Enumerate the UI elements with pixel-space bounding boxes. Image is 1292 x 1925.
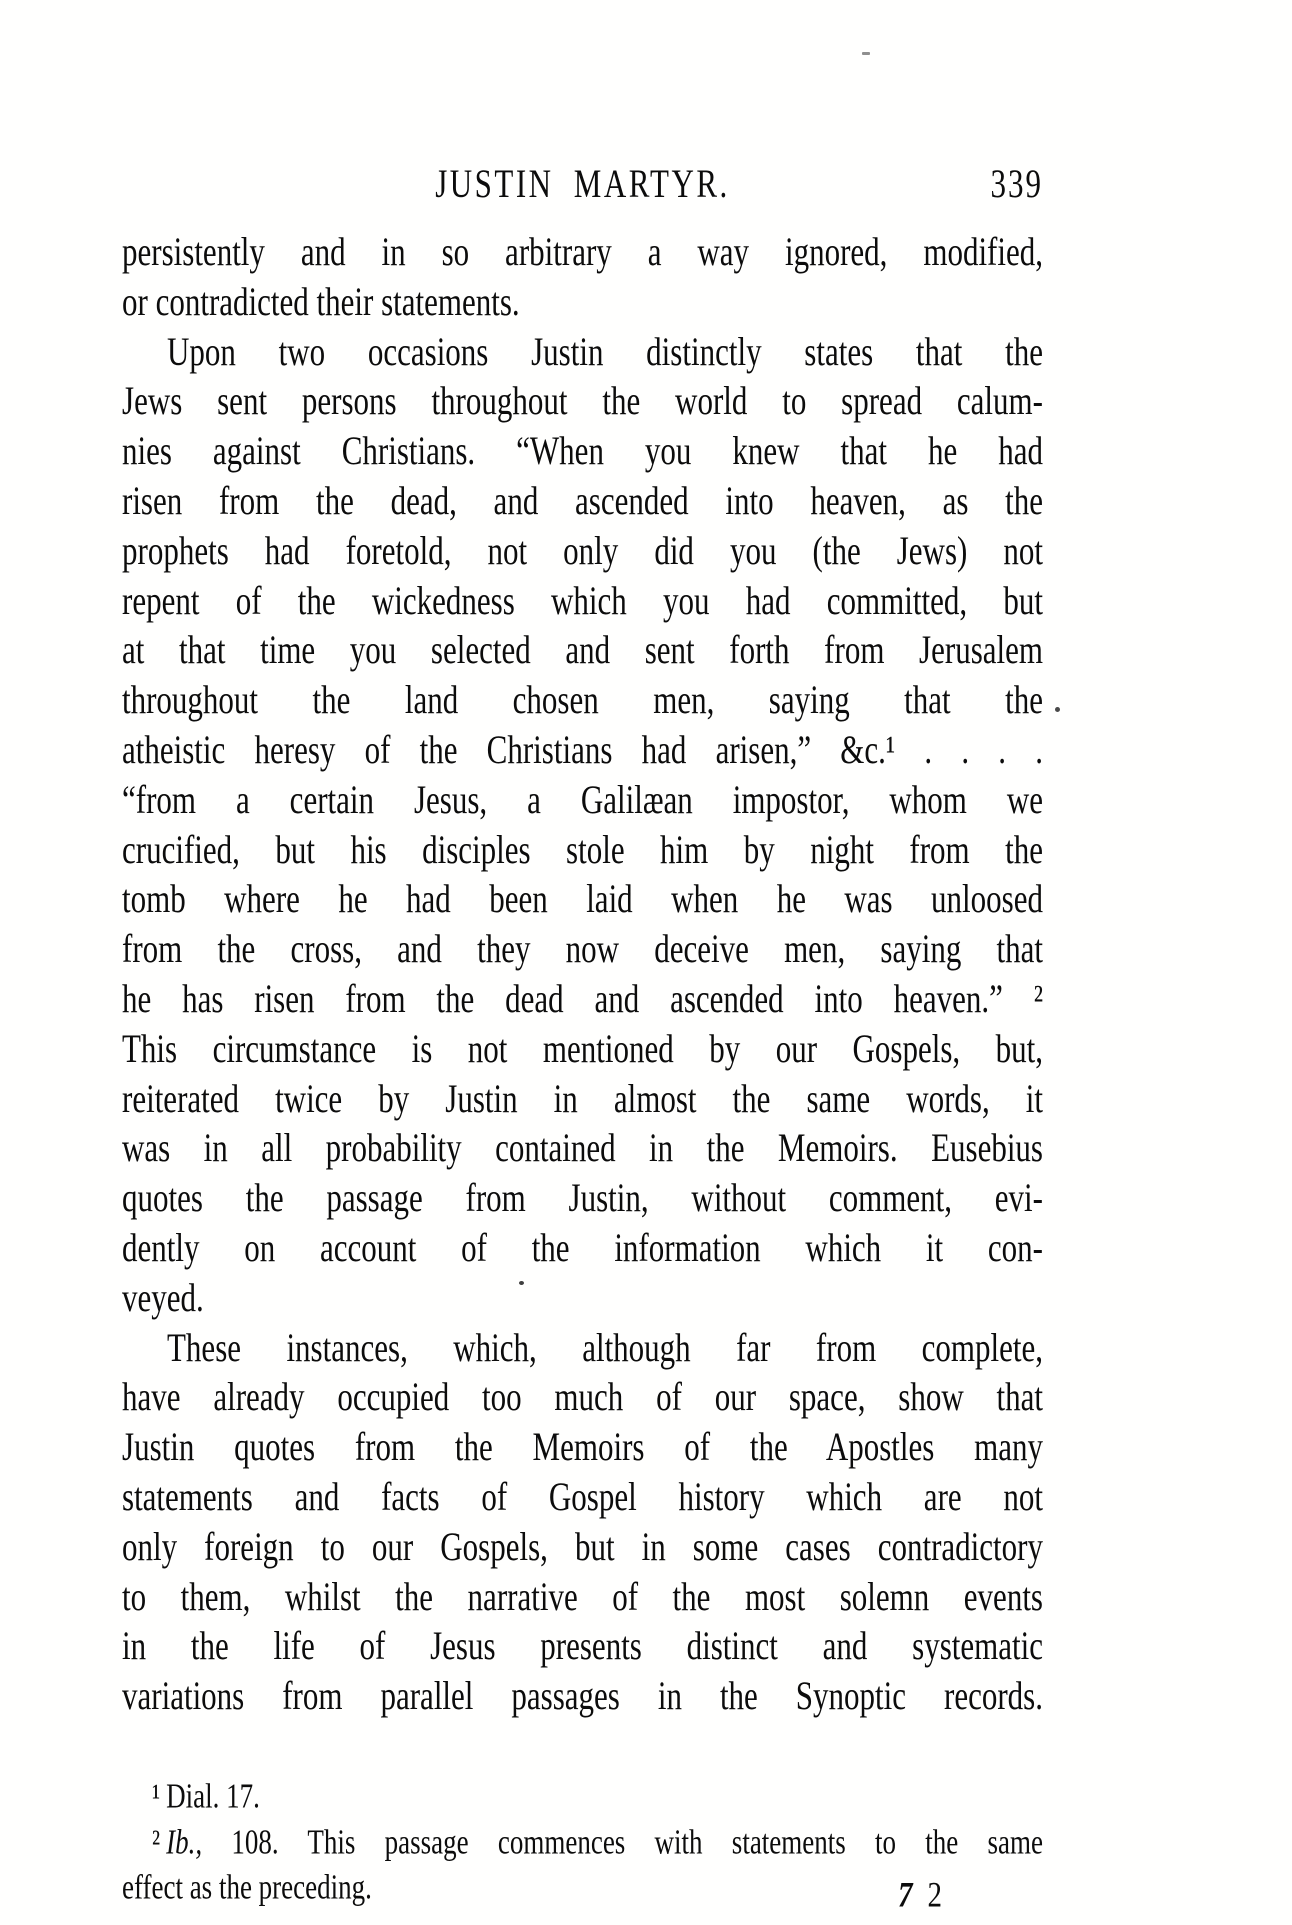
body-line: variations from parallel passages in the Synoptic records.: [122, 1673, 1043, 1718]
footnote-2-source: Ib.,: [166, 1822, 203, 1861]
body-line: to them, whilst the narrative of the most solemn events: [122, 1573, 1043, 1619]
body-line: veyed.: [122, 1274, 204, 1320]
footnote-1-marker: ¹: [152, 1776, 167, 1815]
body-line: “from a certain Jesus, a Galilæan impostor, whom we: [122, 776, 1043, 822]
body-line: only foreign to our Gospels, but in some cases contradictory: [122, 1523, 1043, 1569]
body-line: Justin quotes from the Memoirs of the Apostles many: [122, 1424, 1043, 1469]
body-line: These instances, which, although far from complete,: [167, 1324, 1043, 1370]
body-line: crucified, but his disciples stole him by night from the: [122, 826, 1043, 872]
body-line: repent of the wickedness which you had committed, but: [122, 577, 1043, 623]
body-line: prophets had foretold, not only did you (the Jews) not: [122, 527, 1043, 573]
body-line: tomb where he had been laid when he was unloosed: [122, 876, 1043, 922]
body-line: or contradicted their statements.: [122, 278, 520, 324]
body-line: he has risen from the dead and ascended into heaven.” ²: [122, 975, 1043, 1021]
printer-signature-left: 7: [898, 1875, 913, 1915]
body-line: dently on account of the information which it con-: [122, 1224, 1043, 1270]
body-line: have already occupied too much of our space, show that: [122, 1374, 1043, 1420]
footnote-2-marker: ²: [152, 1822, 167, 1861]
footnote-1-text: Dial. 17.: [166, 1776, 260, 1815]
body-line: atheistic heresy of the Christians had arisen,” &c.¹ . . . .: [122, 726, 1043, 772]
body-line: Jews sent persons throughout the world to spread calum-: [122, 378, 1043, 424]
body-line: throughout the land chosen men, saying that the: [122, 677, 1043, 722]
printer-signature: [898, 1874, 942, 1917]
running-header-title: JUSTIN MARTYR.: [435, 160, 730, 206]
body-line: Upon two occasions Justin distinctly states that the: [167, 328, 1043, 374]
scan-artifact-dot: [1055, 707, 1060, 712]
body-line: from the cross, and they now deceive men, saying that: [122, 926, 1043, 971]
body-line: reiterated twice by Justin in almost the same words, it: [122, 1075, 1043, 1121]
footnote-2-continuation: effect as the preceding.: [122, 1867, 372, 1906]
body-line: quotes the passage from Justin, without comment, evi-: [122, 1175, 1043, 1220]
body-line: in the life of Jesus presents distinct and systematic: [122, 1623, 1043, 1669]
page-number: 339: [990, 160, 1043, 206]
page-body: [122, 227, 1043, 1721]
scan-artifact-dash: [862, 52, 870, 55]
scan-artifact-dot: [519, 1281, 524, 1285]
body-line: at that time you selected and sent forth from Jerusalem: [122, 627, 1043, 673]
body-line: persistently and in so arbitrary a way ignored, modified,: [122, 228, 1043, 274]
body-line: nies against Christians. “When you knew that he had: [122, 428, 1043, 473]
body-line: risen from the dead, and ascended into heaven, as the: [122, 477, 1043, 523]
body-line: was in all probability contained in the Memoirs. Eusebius: [122, 1125, 1043, 1171]
body-line: statements and facts of Gospel history which are not: [122, 1473, 1043, 1519]
running-header-row: [122, 160, 1043, 207]
body-line: This circumstance is not mentioned by our Gospels, but,: [122, 1025, 1043, 1071]
printer-signature-right: 2: [927, 1875, 942, 1915]
footnote-2-text: 108. This passage commences with statements to the same: [231, 1822, 1044, 1861]
